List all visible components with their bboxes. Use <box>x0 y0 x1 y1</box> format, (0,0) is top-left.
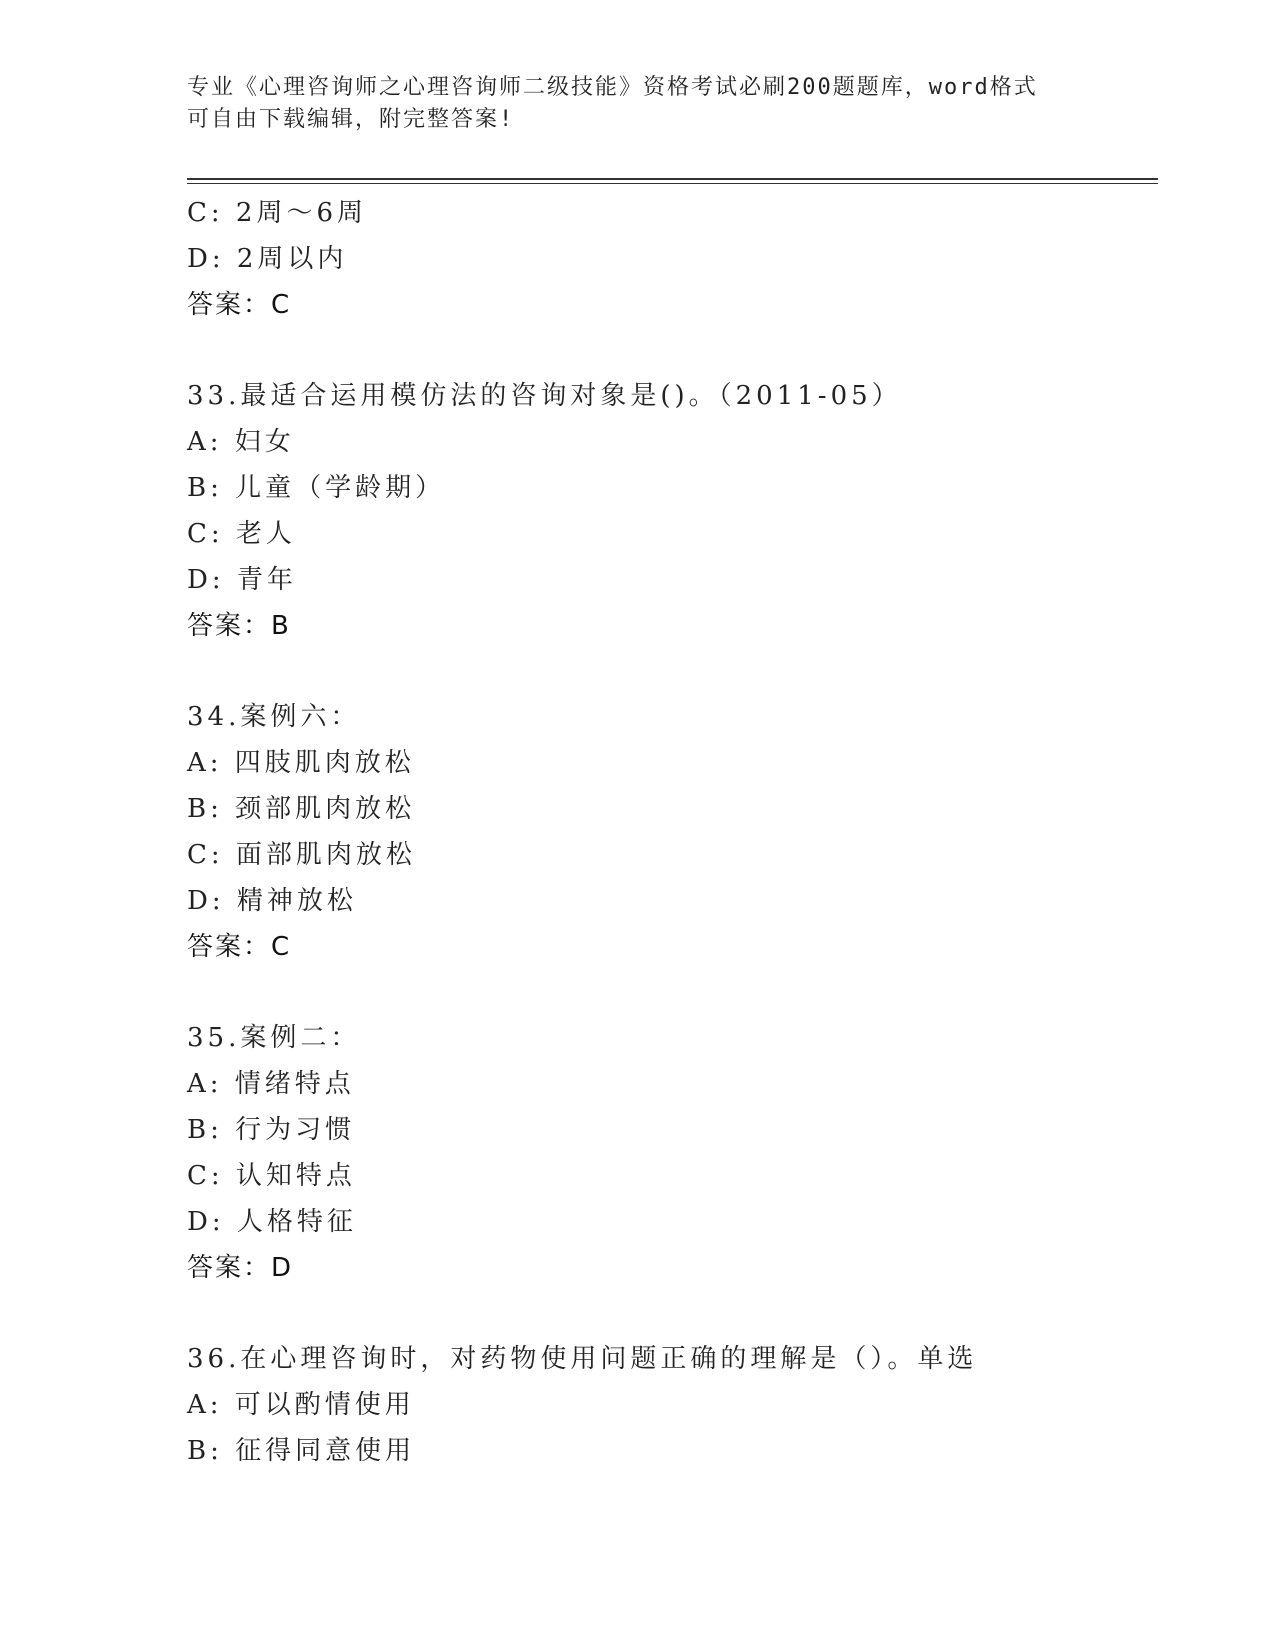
spacer <box>187 649 1157 694</box>
question-32-continued <box>187 190 1157 328</box>
spacer <box>187 328 1157 373</box>
answer: 答案：C <box>187 932 292 962</box>
option-d: D: 精神放松 <box>187 886 357 916</box>
option-c: C: 2周～6周 <box>187 198 368 228</box>
option-a: A: 情绪特点 <box>187 1069 355 1099</box>
spacer <box>187 1291 1157 1336</box>
question-stem: 34.案例六： <box>187 702 361 732</box>
header-divider <box>187 178 1158 180</box>
answer: 答案：C <box>187 290 292 320</box>
question-stem: 36.在心理咨询时，对药物使用问题正确的理解是（）。单选 <box>187 1344 978 1374</box>
option-a: A: 可以酌情使用 <box>187 1390 415 1420</box>
document-title-line-2: 可自由下载编辑，附完整答案! <box>187 107 515 132</box>
option-d: D: 人格特征 <box>187 1207 357 1237</box>
document-body <box>187 190 1157 1474</box>
option-a: A: 四肢肌肉放松 <box>187 748 415 778</box>
header-divider-thin <box>187 183 1158 184</box>
option-d: D: 2周以内 <box>187 244 348 274</box>
option-c: C: 面部肌肉放松 <box>187 840 416 870</box>
option-b: B: 征得同意使用 <box>187 1436 416 1466</box>
option-a: A: 妇女 <box>187 427 295 457</box>
option-d: D: 青年 <box>187 565 297 595</box>
question-36 <box>187 1336 1157 1474</box>
option-b: B: 儿童（学龄期） <box>187 473 446 503</box>
option-b: B: 颈部肌肉放松 <box>187 794 416 824</box>
option-b: B: 行为习惯 <box>187 1115 356 1145</box>
spacer <box>187 970 1157 1015</box>
answer: 答案：B <box>187 611 291 641</box>
question-34 <box>187 694 1157 970</box>
question-35 <box>187 1015 1157 1291</box>
page-header <box>187 72 1087 136</box>
answer: 答案：D <box>187 1253 294 1283</box>
question-stem: 33.最适合运用模仿法的咨询对象是()。（2011-05） <box>187 381 902 411</box>
document-title-line-1: 专业《心理咨询师之心理咨询师二级技能》资格考试必刷200题题库，word格式 <box>187 75 1038 100</box>
question-33 <box>187 373 1157 649</box>
option-c: C: 认知特点 <box>187 1161 356 1191</box>
option-c: C: 老人 <box>187 519 296 549</box>
question-stem: 35.案例二： <box>187 1023 361 1053</box>
